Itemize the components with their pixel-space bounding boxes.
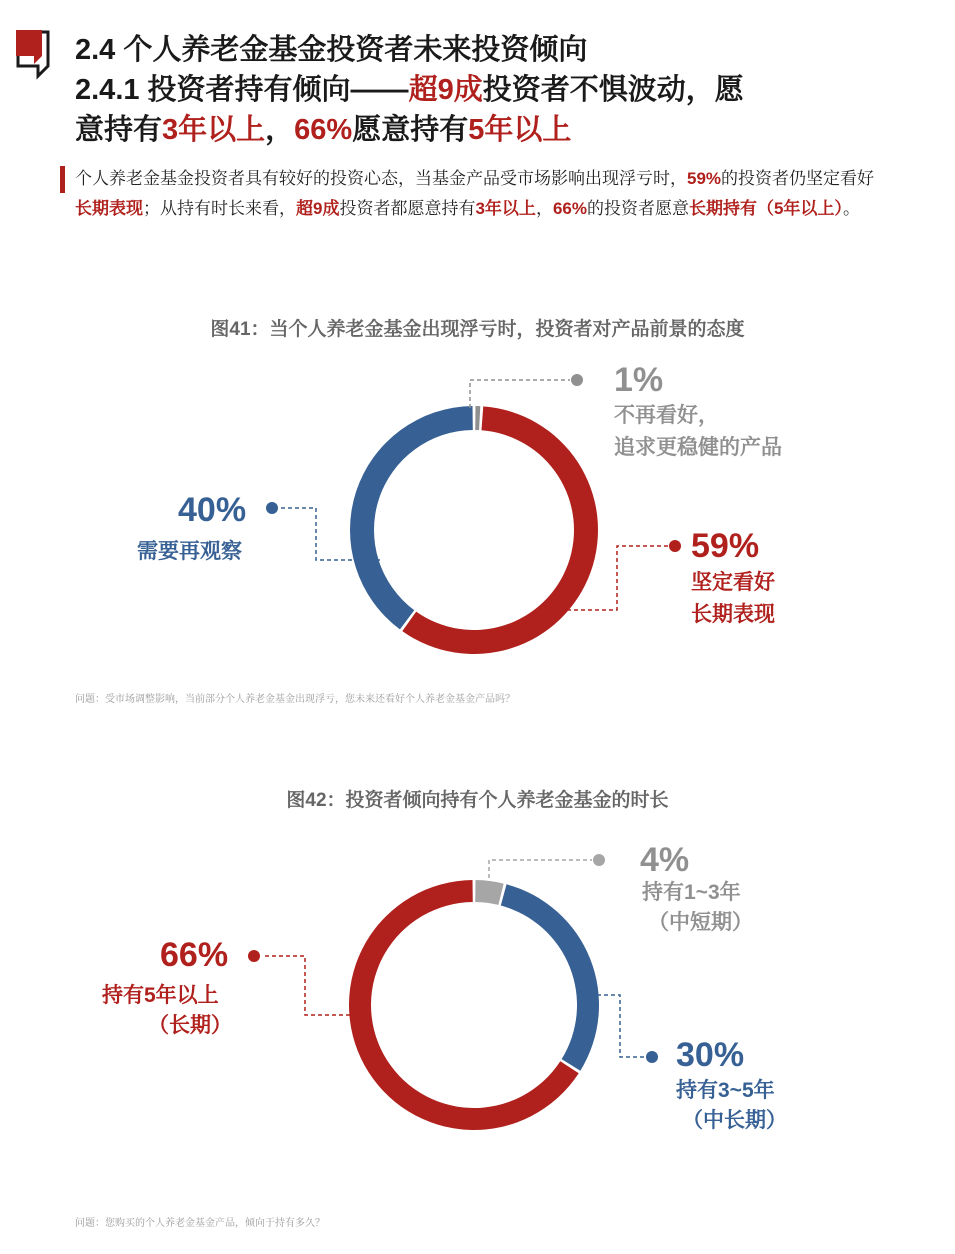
fig41-gray-pct: 1%	[614, 361, 664, 399]
fig41-blue-label: 需要再观察	[137, 540, 242, 563]
fig42-red-leader-dot	[248, 950, 260, 962]
fig42-red-label-line2: （长期）	[148, 1014, 232, 1037]
section-title: 2.4 个人养老金基金投资者未来投资倾向	[75, 34, 588, 66]
intro-accent-bar	[60, 166, 65, 193]
fig42-slice-1	[501, 884, 599, 1070]
figure42-question-note: 问题：您购买的个人养老金基金产品，倾向于持有多久？	[75, 1218, 325, 1229]
fig42-blue-label-line2: （中长期）	[682, 1109, 787, 1132]
fig42-blue-label-line1: 持有3~5年	[676, 1079, 775, 1102]
fig41-gray-label-line1: 不再看好，	[614, 404, 719, 427]
fig42-gray-leader-line	[489, 860, 592, 885]
fig41-slice-2	[350, 406, 473, 629]
fig41-red-label-line1: 坚定看好	[691, 571, 775, 594]
fig41-red-leader-dot	[669, 540, 681, 552]
fig41-red-pct: 59%	[691, 527, 760, 565]
fig42-gray-pct: 4%	[640, 841, 690, 879]
figure42-title: 图42：投资者倾向持有个人养老金基金的时长	[286, 790, 669, 811]
fig41-gray-label-line2: 追求更稳健的产品	[614, 436, 782, 459]
figure41-title: 图41：当个人养老金基金出现浮亏时，投资者对产品前景的态度	[210, 319, 745, 340]
fig42-gray-label-line2: （中短期）	[648, 911, 753, 934]
intro-paragraph: 个人养老金基金投资者具有较好的投资心态，当基金产品受市场影响出现浮亏时，59%的投资者仍坚定看好长期表现；从持有时长来看，超9成投资者都愿意持有3年以上，66%的投资者愿意长期持有（5年以上）。	[75, 169, 875, 218]
fig41-blue-leader-dot	[266, 502, 278, 514]
fig42-red-label-line1: 持有5年以上	[102, 984, 219, 1007]
subsection-title: 2.4.1 投资者持有倾向——超9成投资者不惧波动，愿	[75, 74, 744, 106]
fig41-red-label-line2: 长期表现	[691, 603, 775, 626]
fig41-gray-leader-line	[470, 380, 570, 408]
fig41-blue-pct: 40%	[178, 491, 247, 529]
fig42-red-pct: 66%	[160, 936, 229, 974]
fig41-gray-leader-dot	[571, 374, 583, 386]
page-heading	[75, 30, 935, 150]
fig42-gray-label-line1: 持有1~3年	[642, 881, 741, 904]
figure41-question-note: 问题：受市场调整影响，当前部分个人养老金基金出现浮亏，您未来还看好个人养老金基金产品吗？	[75, 694, 515, 705]
fig42-gray-leader-dot	[593, 854, 605, 866]
fig42-blue-pct: 30%	[676, 1036, 745, 1074]
subsection-title-cont: 意持有3年以上，66%愿意持有5年以上	[75, 114, 572, 146]
report-logo-icon	[14, 28, 56, 84]
fig42-red-leader-line	[262, 956, 350, 1015]
fig42-blue-leader-dot	[646, 1051, 658, 1063]
fig41-slice-0	[475, 406, 480, 430]
fig41-slice-1	[402, 406, 598, 654]
figure41-donut-chart	[0, 360, 955, 680]
